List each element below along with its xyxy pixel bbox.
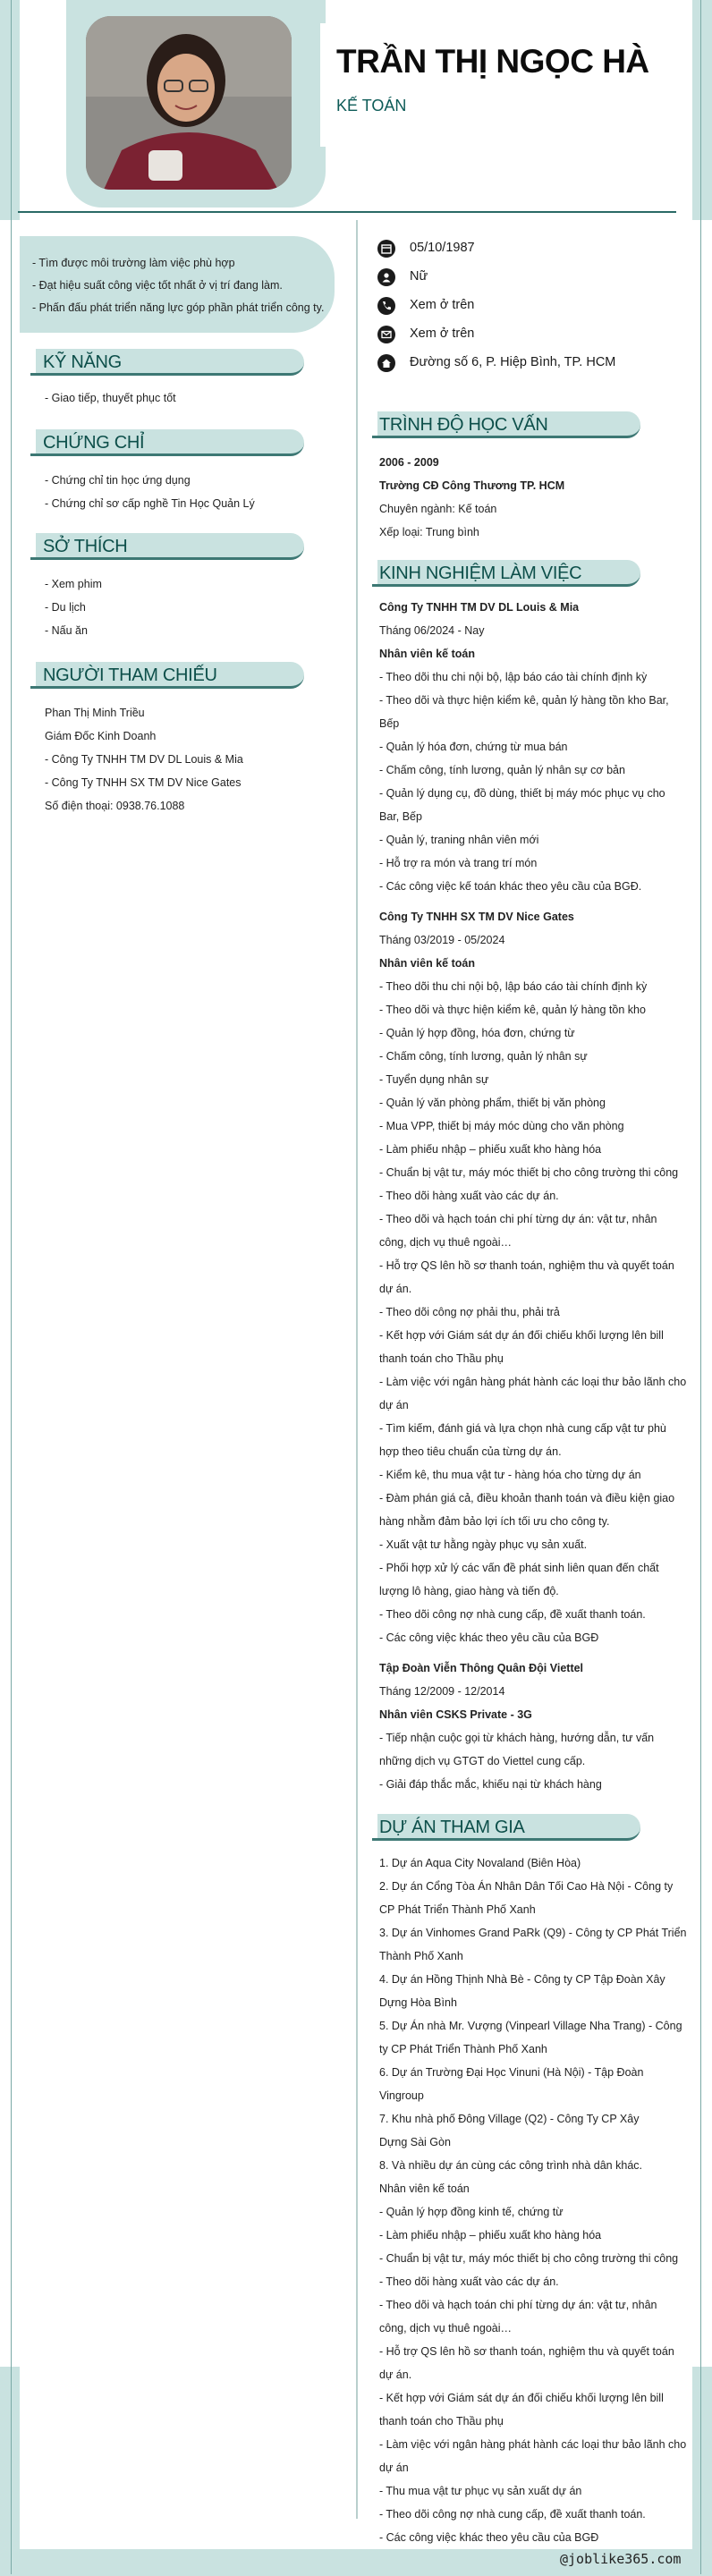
job-company: Công Ty TNHH TM DV DL Louis & Mia bbox=[379, 601, 580, 614]
job-duty-line: - Theo dõi và thực hiện kiểm kê, quản lý hàng tồn kho bbox=[379, 1004, 646, 1016]
job-duty-line: - Theo dõi công nợ phải thu, phải trả bbox=[379, 1306, 560, 1318]
project-line: - Hỗ trợ QS lên hồ sơ thanh toán, nghiệm thu và quyết toán bbox=[379, 2345, 674, 2358]
person-icon bbox=[377, 268, 395, 286]
certificate-item: - Chứng chỉ sơ cấp nghề Tin Học Quản Lý bbox=[45, 497, 255, 510]
job-duty-line: - Kiểm kê, thu mua vật tư - hàng hóa cho từng dự án bbox=[379, 1469, 641, 1481]
skills-heading bbox=[30, 349, 304, 376]
job-duty-line: công, dịch vụ thuê ngoài… bbox=[379, 1236, 513, 1249]
hobbies-heading-label: SỞ THÍCH bbox=[43, 537, 128, 556]
job-duty-line: hợp theo tiêu chuẩn của từng dự án. bbox=[379, 1445, 562, 1458]
experience-heading bbox=[372, 560, 640, 587]
job-title: KẾ TOÁN bbox=[336, 97, 407, 114]
project-line: công, dịch vụ thuê ngoài… bbox=[379, 2322, 513, 2334]
job-duty-line: - Theo dõi hàng xuất vào các dự án. bbox=[379, 1190, 559, 1202]
experience-heading-label: KINH NGHIỆM LÀM VIỆC bbox=[379, 564, 582, 583]
job-duty-line: lượng lô hàng, giao hàng và tiến độ. bbox=[379, 1585, 559, 1597]
objective-line: - Tìm được môi trường làm việc phù hợp bbox=[32, 257, 235, 269]
job-duty-line: Bar, Bếp bbox=[379, 810, 422, 823]
references-heading bbox=[30, 662, 304, 689]
projects-heading-label: DỰ ÁN THAM GIA bbox=[379, 1818, 525, 1837]
project-line: Vingroup bbox=[379, 2089, 424, 2102]
job-duty-line: - Quản lý văn phòng phẩm, thiết bị văn phòng bbox=[379, 1097, 606, 1109]
project-line: - Chuẩn bị vật tư, máy móc thiết bị cho công trường thi công bbox=[379, 2252, 679, 2265]
job-duty-line: - Làm việc với ngân hàng phát hành các loại thư bảo lãnh cho bbox=[379, 1376, 687, 1388]
job-duty-line: - Các công việc khác theo yêu cầu của BGĐ bbox=[379, 1631, 599, 1644]
reference-item: Giám Đốc Kinh Doanh bbox=[45, 730, 157, 742]
job-duty-line: - Phối hợp xử lý các vấn đề phát sinh liên quan đến chất bbox=[379, 1562, 659, 1574]
job-company: Tập Đoàn Viễn Thông Quân Đội Viettel bbox=[379, 1662, 584, 1674]
project-line: - Theo dõi công nợ nhà cung cấp, đề xuất thanh toán. bbox=[379, 2508, 646, 2521]
job-duty-line: - Chấm công, tính lương, quản lý nhân sự cơ bản bbox=[379, 764, 625, 776]
phone-text: Xem ở trên bbox=[410, 298, 475, 312]
job-duty-line: - Tiếp nhận cuộc gọi từ khách hàng, hướng dẫn, tư vấn bbox=[379, 1732, 655, 1744]
job-duty-line: - Hỗ trợ ra món và trang trí món bbox=[379, 857, 538, 869]
job-duty-line: - Tìm kiếm, đánh giá và lựa chọn nhà cung cấp vật tư phù bbox=[379, 1422, 666, 1435]
project-line: 5. Dự Án nhà Mr. Vượng (Vinpearl Village Nha Trang) - Công bbox=[379, 2020, 682, 2032]
job-duty-line: - Theo dõi thu chi nội bộ, lập báo cáo tài chính định kỳ bbox=[379, 671, 648, 683]
projects-block bbox=[379, 1852, 687, 2549]
job-duty-line: - Chấm công, tính lương, quản lý nhân sự bbox=[379, 1050, 588, 1063]
job-duty-line: - Xuất vật tư hằng ngày phục vụ sản xuất. bbox=[379, 1538, 588, 1551]
job-spacer bbox=[379, 1649, 673, 1657]
project-line: ty CP Phát Triển Thành Phố Xanh bbox=[379, 2043, 547, 2055]
references-heading-label: NGƯỜI THAM CHIẾU bbox=[43, 665, 217, 685]
job-spacer bbox=[379, 898, 673, 905]
project-line: 2. Dự án Cổng Tòa Án Nhân Dân Tối Cao Hà Nội - Công ty bbox=[379, 1880, 674, 1893]
objective-line: - Đạt hiệu suất công việc tốt nhất ở vị trí đang làm. bbox=[32, 279, 283, 292]
education-heading-label: TRÌNH ĐỘ HỌC VẤN bbox=[379, 415, 548, 435]
project-line: 4. Dự án Hồng Thịnh Nhà Bè - Công ty CP Tập Đoàn Xây bbox=[379, 1973, 665, 1986]
education-grade: Xếp loại: Trung bình bbox=[379, 526, 479, 538]
job-duty-line: - Giải đáp thắc mắc, khiếu nại từ khách hàng bbox=[379, 1778, 602, 1791]
hobby-item: - Du lịch bbox=[45, 601, 86, 614]
address-text: Đường số 6, P. Hiệp Bình, TP. HCM bbox=[410, 355, 616, 369]
objective-line: - Phấn đấu phát triển năng lực góp phần phát triển công ty. bbox=[32, 301, 325, 314]
project-line: - Quản lý hợp đồng kinh tế, chứng từ bbox=[379, 2206, 564, 2218]
column-divider bbox=[356, 220, 358, 2519]
project-line: - Thu mua vật tư phục vụ sản xuất dự án bbox=[379, 2485, 582, 2497]
email-text: Xem ở trên bbox=[410, 326, 475, 341]
calendar-icon bbox=[377, 240, 395, 258]
gender-text: Nữ bbox=[410, 269, 428, 284]
job-period: Tháng 06/2024 - Nay bbox=[379, 624, 485, 637]
email-icon bbox=[377, 326, 395, 343]
job-period: Tháng 12/2009 - 12/2014 bbox=[379, 1685, 505, 1698]
project-line: 7. Khu nhà phố Đông Village (Q2) - Công Ty CP Xây bbox=[379, 2113, 640, 2125]
job-duty-line: - Quản lý hóa đơn, chứng từ mua bán bbox=[379, 741, 568, 753]
project-line: thanh toán cho Thầu phụ bbox=[379, 2415, 504, 2428]
project-line: CP Phát Triển Thành Phố Xanh bbox=[379, 1903, 536, 1916]
job-period: Tháng 03/2019 - 05/2024 bbox=[379, 934, 505, 946]
project-line: - Theo dõi và hạch toán chi phí từng dự án: vật tư, nhân bbox=[379, 2299, 657, 2311]
project-line: 8. Và nhiều dự án cùng các công trình nhà dân khác. bbox=[379, 2159, 642, 2172]
certificate-item: - Chứng chỉ tin học ứng dụng bbox=[45, 474, 191, 487]
job-company: Công Ty TNHH SX TM DV Nice Gates bbox=[379, 911, 574, 923]
job-duty-line: - Kết hợp với Giám sát dự án đối chiếu khối lượng lên bill bbox=[379, 1329, 664, 1342]
job-duty-line: - Các công việc kế toán khác theo yêu cầu của BGĐ. bbox=[379, 880, 642, 893]
education-period: 2006 - 2009 bbox=[379, 456, 439, 469]
experience-block bbox=[379, 596, 687, 1796]
job-duty-line: thanh toán cho Thầu phụ bbox=[379, 1352, 504, 1365]
job-duty-line: - Quản lý hợp đồng, hóa đơn, chứng từ bbox=[379, 1027, 575, 1039]
project-line: Dựng Sài Gòn bbox=[379, 2136, 451, 2148]
job-duty-line: - Theo dõi công nợ nhà cung cấp, đề xuất thanh toán. bbox=[379, 1608, 646, 1621]
project-line: - Làm việc với ngân hàng phát hành các loại thư bảo lãnh cho bbox=[379, 2438, 687, 2451]
project-line: Thành Phố Xanh bbox=[379, 1950, 463, 1962]
job-role: Nhân viên kế toán bbox=[379, 957, 475, 970]
skill-item: - Giao tiếp, thuyết phục tốt bbox=[45, 392, 176, 404]
birthday-text: 05/10/1987 bbox=[410, 241, 475, 255]
phone-icon bbox=[377, 297, 395, 315]
profile-photo bbox=[86, 16, 292, 190]
project-line: - Theo dõi hàng xuất vào các dự án. bbox=[379, 2275, 559, 2288]
job-duty-line: Bếp bbox=[379, 717, 400, 730]
job-duty-line: dự án bbox=[379, 1399, 409, 1411]
reference-item: - Công Ty TNHH SX TM DV Nice Gates bbox=[45, 776, 242, 789]
job-role: Nhân viên kế toán bbox=[379, 648, 475, 660]
project-line: Dựng Hòa Bình bbox=[379, 1996, 457, 2009]
job-duty-line: - Chuẩn bị vật tư, máy móc thiết bị cho công trường thi công bbox=[379, 1166, 679, 1179]
job-duty-line: - Hỗ trợ QS lên hồ sơ thanh toán, nghiệm thu và quyết toán bbox=[379, 1259, 674, 1272]
job-duty-line: dự án. bbox=[379, 1283, 412, 1295]
project-line: Nhân viên kế toán bbox=[379, 2182, 470, 2195]
header-divider bbox=[18, 211, 676, 213]
reference-item: Số điện thoại: 0938.76.1088 bbox=[45, 800, 185, 812]
name-box bbox=[320, 23, 687, 147]
hobby-item: - Xem phim bbox=[45, 578, 102, 590]
hobbies-heading bbox=[30, 533, 304, 560]
project-line: - Kết hợp với Giám sát dự án đối chiếu khối lượng lên bill bbox=[379, 2392, 664, 2404]
education-block bbox=[379, 451, 674, 544]
certificates-heading bbox=[30, 429, 304, 456]
education-major: Chuyên ngành: Kế toán bbox=[379, 503, 497, 515]
job-duty-line: những dịch vụ GTGT do Viettel cung cấp. bbox=[379, 1755, 586, 1767]
home-icon bbox=[377, 354, 395, 372]
job-duty-line: - Đàm phán giá cả, điều khoản thanh toán và điều kiện giao bbox=[379, 1492, 675, 1504]
job-duty-line: - Tuyển dụng nhân sự bbox=[379, 1073, 489, 1086]
project-line: dự án. bbox=[379, 2368, 412, 2381]
education-heading bbox=[372, 411, 640, 438]
project-line: - Các công việc khác theo yêu cầu của BGĐ bbox=[379, 2531, 599, 2544]
job-duty-line: - Làm phiếu nhập – phiếu xuất kho hàng hóa bbox=[379, 1143, 602, 1156]
certificates-heading-label: CHỨNG CHỈ bbox=[43, 433, 145, 453]
objective-box bbox=[20, 236, 335, 333]
project-line: 6. Dự án Trường Đại Học Vinuni (Hà Nội) - Tập Đoàn bbox=[379, 2066, 644, 2079]
project-line: - Làm phiếu nhập – phiếu xuất kho hàng hóa bbox=[379, 2229, 602, 2241]
skills-heading-label: KỸ NĂNG bbox=[43, 352, 122, 372]
reference-item: Phan Thị Minh Triều bbox=[45, 707, 145, 719]
candidate-name: TRẦN THỊ NGỌC HÀ bbox=[336, 43, 649, 80]
job-duty-line: hàng nhằm đảm bảo lợi ích tối ưu cho công ty. bbox=[379, 1515, 610, 1528]
project-line: 1. Dự án Aqua City Novaland (Biên Hòa) bbox=[379, 1857, 581, 1869]
job-duty-line: - Theo dõi và hạch toán chi phí từng dự án: vật tư, nhân bbox=[379, 1213, 657, 1225]
job-duty-line: - Theo dõi thu chi nội bộ, lập báo cáo tài chính định kỳ bbox=[379, 980, 648, 993]
job-duty-line: - Quản lý dụng cụ, đồ dùng, thiết bị máy móc phục vụ cho bbox=[379, 787, 665, 800]
project-line: 3. Dự án Vinhomes Grand PaRk (Q9) - Công ty CP Phát Triển bbox=[379, 1927, 687, 1939]
hobby-item: - Nấu ăn bbox=[45, 624, 88, 637]
job-duty-line: - Theo dõi và thực hiện kiểm kê, quản lý hàng tồn kho Bar, bbox=[379, 694, 669, 707]
job-role: Nhân viên CSKS Private - 3G bbox=[379, 1708, 532, 1721]
project-line: dự án bbox=[379, 2462, 409, 2474]
projects-heading bbox=[372, 1814, 640, 1841]
job-duty-line: - Mua VPP, thiết bị máy móc dùng cho văn phòng bbox=[379, 1120, 624, 1132]
job-duty-line: - Quản lý, traning nhân viên mới bbox=[379, 834, 539, 846]
reference-item: - Công Ty TNHH TM DV DL Louis & Mia bbox=[45, 753, 243, 766]
watermark: @joblike365.com bbox=[560, 2551, 682, 2567]
education-school: Trường CĐ Công Thương TP. HCM bbox=[379, 479, 565, 492]
